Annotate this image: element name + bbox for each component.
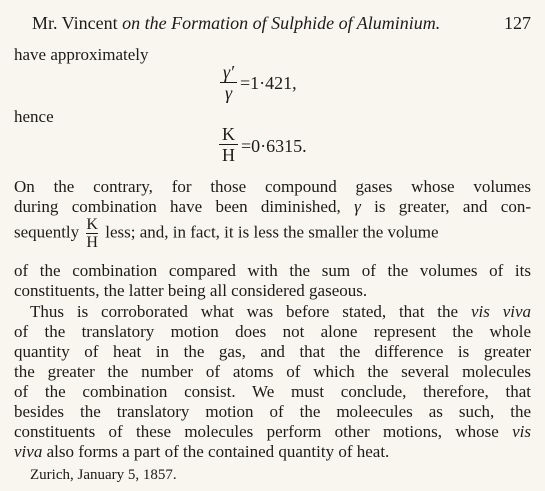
header-title-italic: on the Formation of Sulphide of Aluminium.: [122, 13, 441, 33]
text-line: besides the translatory motion of the moleecules as such, the: [14, 402, 531, 421]
fraction-denominator: γ: [224, 83, 233, 103]
page-number: 127: [504, 13, 531, 33]
header-author: Mr. Vincent: [32, 13, 118, 33]
equation-fraction: [220, 62, 237, 103]
text-line: of the combination consist. We must conclude, therefore, that: [14, 382, 531, 401]
text-line: constituents of these molecules perform other motions, whose vis: [14, 422, 531, 441]
text-line: during combination have been diminished, γ is greater, and con-: [14, 197, 531, 216]
text-line: hence: [14, 107, 54, 126]
header-title: [32, 12, 440, 34]
inline-fraction: $\frac{K}{H}$: [86, 216, 98, 251]
text-line: On the contrary, for those compound gases whose volumes: [14, 177, 531, 196]
equation-fraction: [219, 124, 238, 165]
text-line: Thus is corroborated what was before stated, that the vis viva: [30, 302, 532, 321]
equation-value: =1·421,: [240, 73, 297, 93]
text-line: viva also forms a part of the contained quantity of heat.: [14, 442, 390, 461]
equation-value: =0·6315.: [241, 136, 307, 156]
text-line: of the translatory motion does not alone represent the whole: [14, 322, 531, 341]
text-line: the greater the number of atoms of which the several molecules: [14, 362, 531, 381]
text-line: constituents, the latter being all considered gaseous.: [14, 281, 368, 300]
fraction-numerator: γ′: [223, 62, 235, 82]
text-line: have approximately: [14, 45, 149, 64]
signoff: Zurich, January 5, 1857.: [30, 467, 177, 483]
text-line: sequently $\frac{K}{H}$ less; and, in fact, it is less the smaller the volume: [14, 216, 439, 251]
fraction-denominator: H: [222, 145, 235, 165]
text-line: of the combination compared with the sum of the volumes of its: [14, 261, 531, 280]
text-line: quantity of heat in the gas, and that the difference is greater: [14, 342, 531, 361]
fraction-numerator: K: [222, 124, 235, 144]
